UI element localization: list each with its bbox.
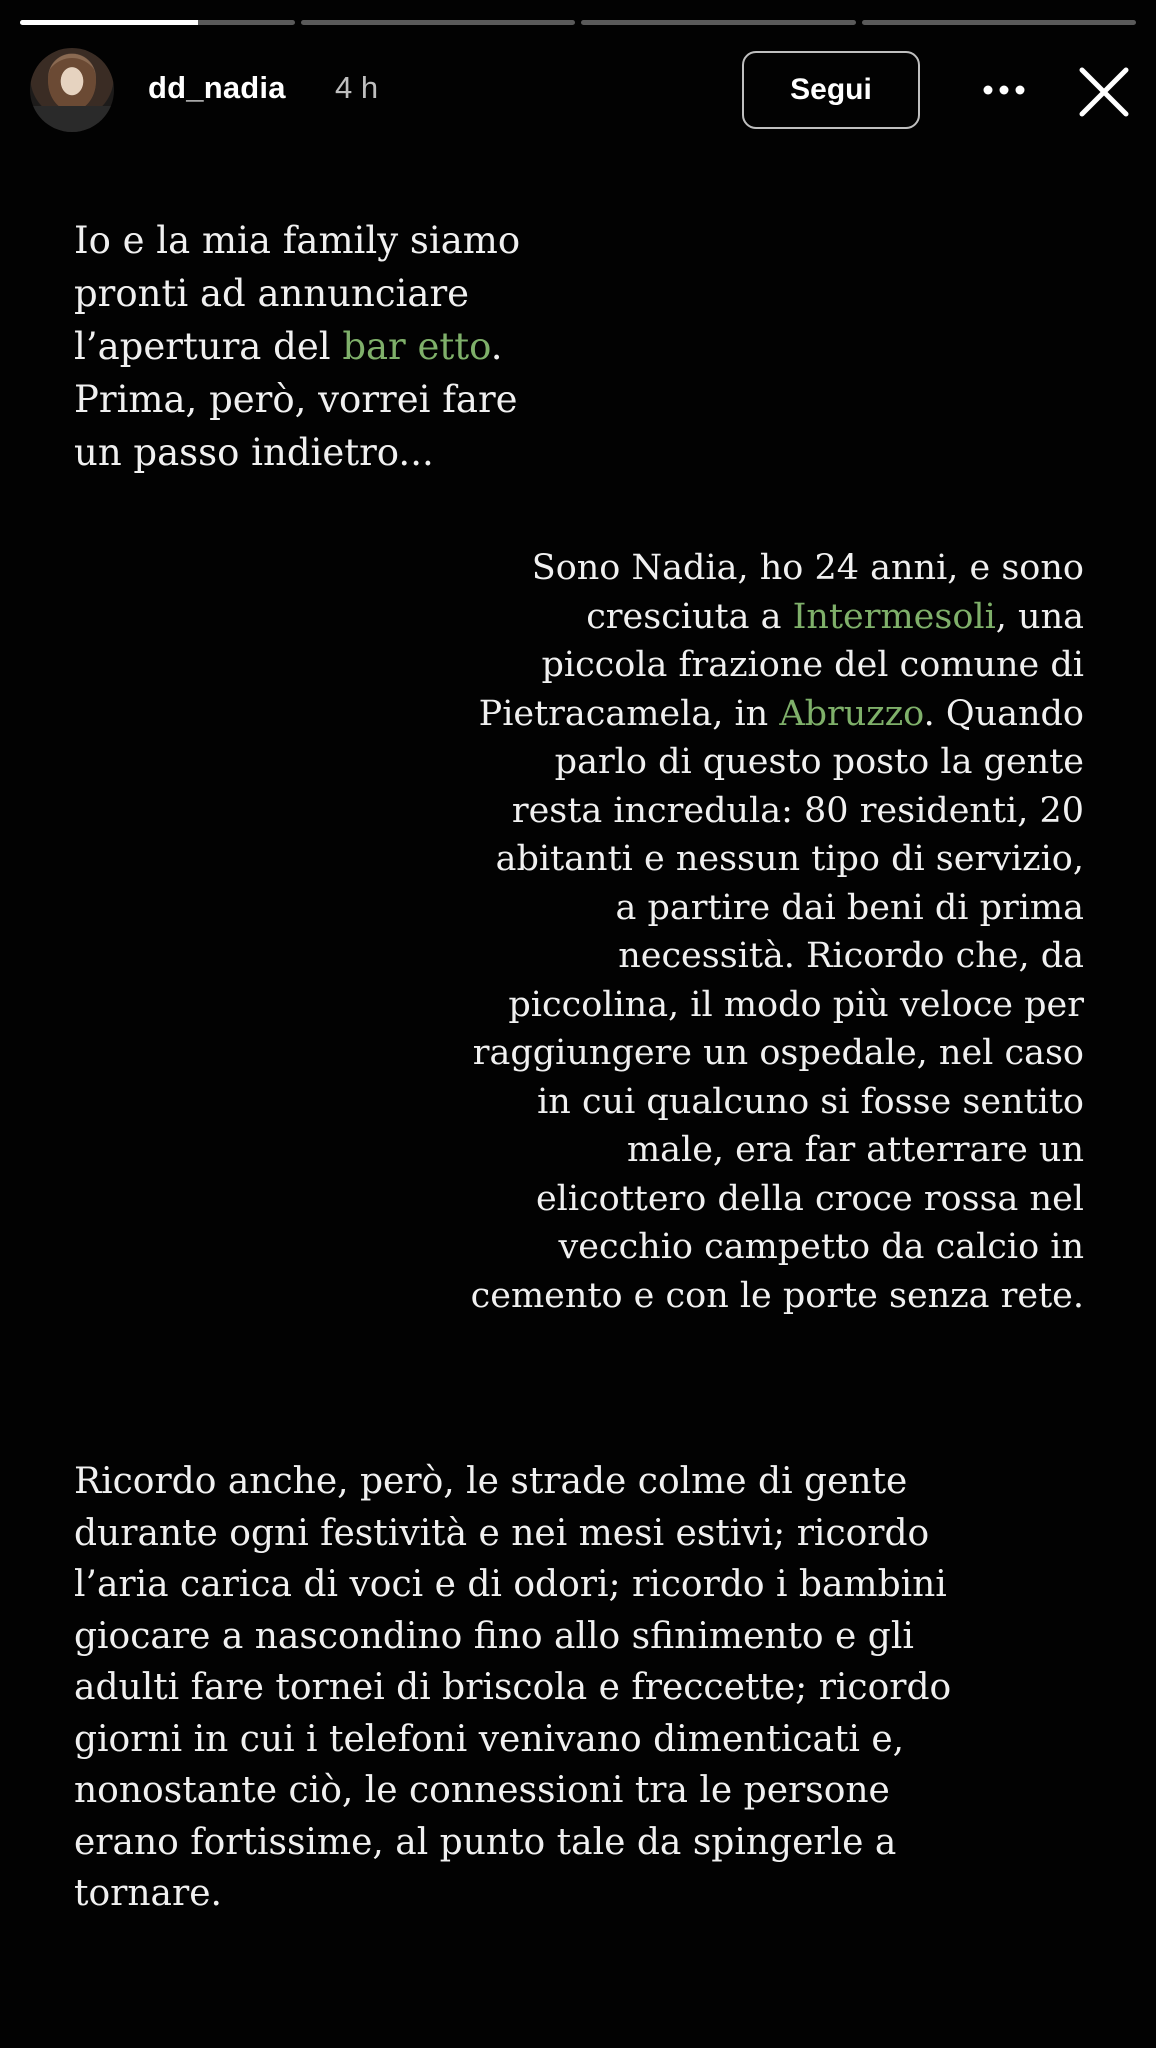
paragraph-text: Io e la mia family siamo pronti ad annunciare l’apertura del (74, 219, 521, 368)
story-paragraph-intro (74, 214, 534, 479)
story-paragraph-about (470, 544, 1084, 1320)
highlight-intermesoli: Intermesoli (792, 596, 996, 637)
paragraph-text: , una piccola frazione del comune di Pietracamela, in (478, 596, 1084, 734)
paragraph-text: . Prima, però, vorrei fare un passo indietro... (74, 325, 518, 474)
paragraph-text: Sono Nadia, ho 24 anni, e sono cresciuta a (531, 548, 1084, 637)
more-options-button[interactable] (976, 68, 1032, 112)
more-horizontal-icon (982, 84, 1026, 96)
paragraph-text: . Quando parlo di questo posto la gente resta incredula: 80 residenti, 20 abitanti e nessun tipo di servizio, a partire dai beni di prima necessità. Ricordo che, da piccolina, il modo più veloce per raggiungere un ospedale, nel caso in cui qualcuno si fosse sentito male, era far atterrare un elicottero della croce rossa nel vecchio campetto da calcio in cemento e con le porte senza rete. (470, 693, 1084, 1316)
story-paragraph-memories: Ricordo anche, però, le strade colme di gente durante ogni festività e nei mesi estivi; ricordo l’aria carica di voci e di odori; ricordo i bambini giocare a nascondino fino allo sfinimento e gli adulti fare tornei di briscola e freccette; ricordo giorni in cui i telefoni venivano dimenticati e, nonostante ciò, le connessioni tra le persone erano fortissime, al punto tale da spingerle a tornare. (74, 1461, 952, 1914)
follow-button[interactable]: Segui (742, 51, 920, 129)
highlight-bar-etto: bar etto (342, 325, 491, 368)
story-header (30, 48, 1130, 134)
progress-segment (20, 20, 295, 25)
progress-segment (862, 20, 1137, 25)
username[interactable]: dd_nadia (148, 70, 286, 105)
story-progress-bar (20, 20, 1136, 25)
post-time: 4 h (335, 70, 379, 105)
avatar[interactable] (30, 48, 114, 132)
progress-segment (301, 20, 576, 25)
close-icon (1078, 66, 1130, 118)
progress-segment-fill (20, 20, 198, 25)
highlight-abruzzo: Abruzzo (779, 693, 924, 734)
progress-segment (581, 20, 856, 25)
close-button[interactable] (1074, 62, 1134, 122)
